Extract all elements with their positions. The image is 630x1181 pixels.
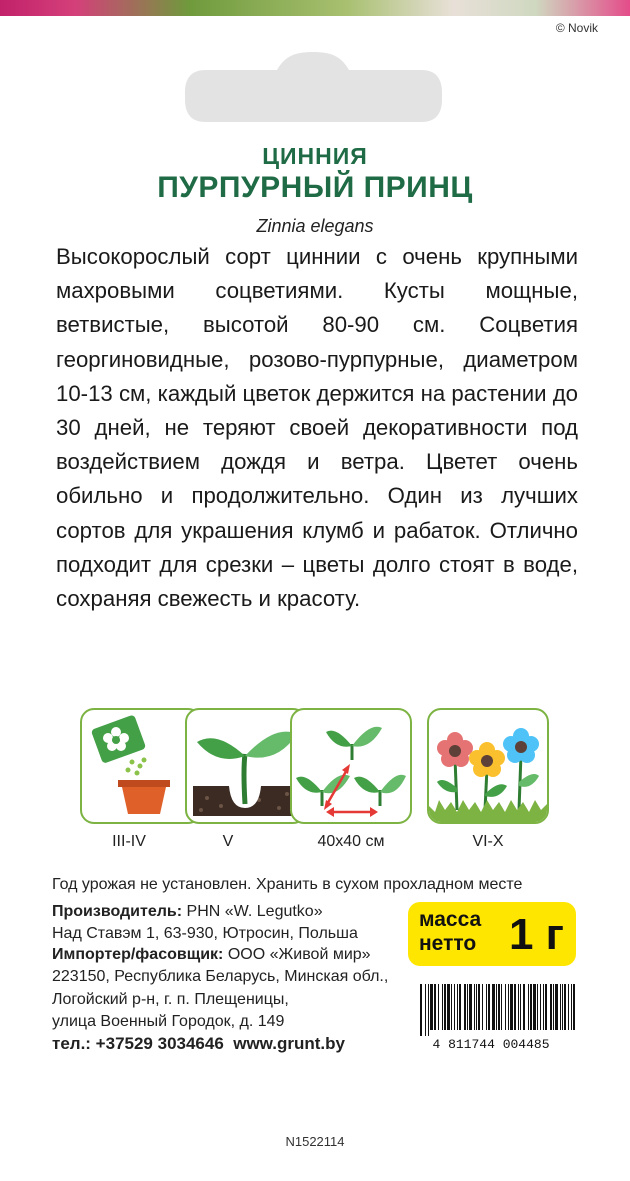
flowering-icon [427,708,549,824]
hang-hole [185,52,442,122]
description: Высокорослый сорт циннии с очень крупными махровыми соцветиями. Кусты мощные, ветвистые, высотой 80-90 см. Соцветия георгиновидные, розово-пурпурные, диаметром 10-13 см, каждый цветок держится на растении до 30 дней, не теряют своей декоративности под воздействием дождя и ветра. Цветет очень обильно и продолжительно. Один из лучших сортов для украшения клумб и рабаток. Отлично подходит для срезки – цветы долго стоят в воде, сохраняя свежесть и красоту. [56,244,578,612]
importer-name: ООО «Живой мир» [227,946,371,963]
storage-note: Год урожая не установлен. Хранить в сухом прохладном месте [52,876,523,893]
latin-name: Zinnia elegans [256,216,374,236]
importer-address-3: улица Военный Городок, д. 149 [52,1013,285,1030]
importer-label: Импортер/фасовщик: [52,946,224,963]
spacing-caption: 40х40 см [317,833,385,850]
producer-label: Производитель: [52,903,183,920]
net-weight-value: 1 г [508,910,564,959]
planting-spacing-icon [290,708,412,824]
sowing-caption: III-IV [112,833,146,850]
net-weight-label: масса нетто [419,908,482,955]
contacts: тел.: +37529 3034646 www.grunt.by [52,1034,345,1053]
species-name: ЦИННИЯ [262,143,368,169]
flower-photo-strip [0,0,630,16]
batch-number: N1522114 [285,1134,345,1149]
barcode-number: 4 811744 004485 [432,1037,550,1052]
copyright: © Novik [555,21,598,35]
sowing-in-pot-icon [80,708,202,824]
net-weight-badge [408,902,576,966]
importer-address-1: 223150, Республика Беларусь, Минская обл., [52,968,389,985]
importer-address-2: Логойский р-н, г. п. Плещеницы, [52,991,289,1008]
seedling-in-ground-icon [185,708,307,824]
seedling-caption: V [222,833,234,850]
producer-address: Над Ставэм 1, 63-930, Ютросин, Польша [52,925,358,942]
producer-name: PHN «W. Legutko» [186,903,323,920]
importer-line [52,946,371,964]
variety-name: ПУРПУРНЫЙ ПРИНЦ [157,171,473,204]
flowering-caption: VI-X [472,833,504,850]
producer-line [52,903,323,921]
barcode [398,982,584,1052]
